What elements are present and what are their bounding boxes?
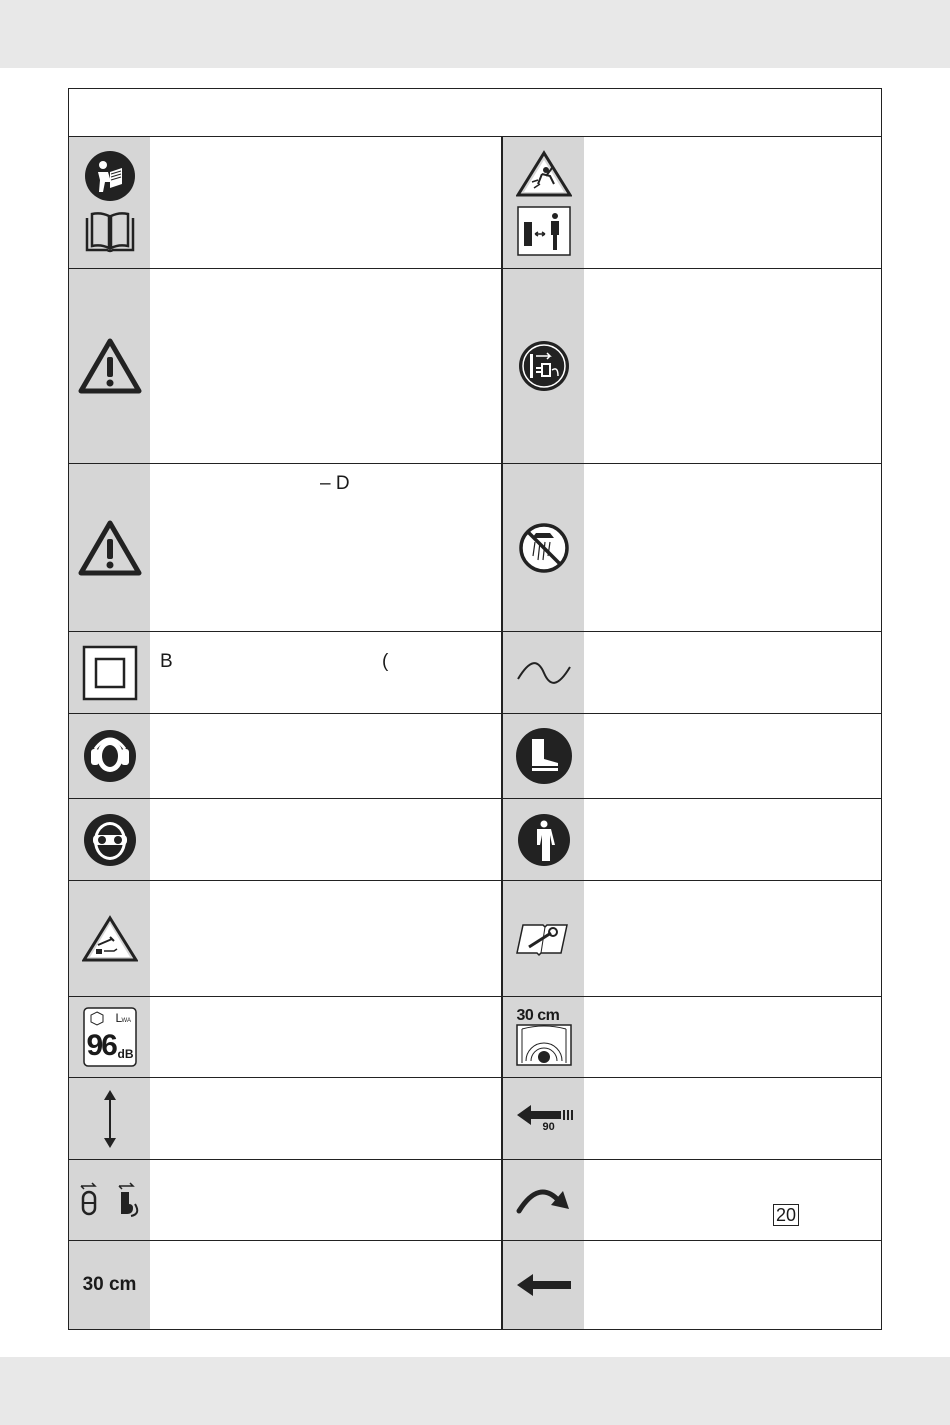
icon-cell	[503, 881, 584, 996]
table-row	[69, 1078, 881, 1160]
description-cell	[584, 137, 881, 268]
eye-protection-icon	[83, 813, 137, 867]
icon-cell	[69, 632, 150, 713]
description-cell	[150, 464, 502, 631]
icon-cell	[69, 714, 150, 798]
icon-cell	[503, 464, 584, 631]
page-bottom-band	[0, 1357, 950, 1425]
icon-cell	[503, 997, 584, 1077]
keep-distance-icon	[517, 206, 571, 256]
description-cell	[150, 1078, 502, 1159]
description-cell	[150, 881, 502, 996]
sound-level-value: 96	[86, 1029, 116, 1062]
table-row	[69, 1160, 881, 1241]
icon-cell	[503, 137, 584, 268]
description-cell	[584, 464, 881, 631]
safety-boots-icon	[515, 727, 573, 785]
icon-cell	[69, 881, 150, 996]
cutting-width-text-icon: 30 cm	[82, 1274, 137, 1295]
icon-cell	[69, 997, 150, 1077]
description-cell	[584, 1241, 881, 1329]
alternating-current-icon	[516, 661, 572, 685]
safety-symbols-table	[68, 88, 882, 1330]
angle-90-arrow-icon	[515, 1101, 573, 1137]
icon-cell	[503, 714, 584, 798]
icon-cell	[503, 799, 584, 880]
description-cell	[584, 1160, 881, 1240]
table-row	[69, 881, 881, 997]
protective-clothing-icon	[517, 813, 571, 867]
table-header	[69, 89, 881, 137]
thrown-objects-warning-icon	[516, 150, 572, 198]
disconnect-before-maintenance-icon	[82, 915, 138, 963]
protection-class-ii-icon	[82, 645, 138, 701]
description-cell	[584, 714, 881, 798]
sound-power-level-icon	[83, 1007, 137, 1067]
description-cell	[150, 632, 502, 713]
height-adjust-arrow-icon	[100, 1090, 120, 1148]
description-cell	[584, 997, 881, 1077]
description-cell	[150, 269, 502, 463]
ear-protection-icon	[83, 729, 137, 783]
switch-lock-icon	[77, 1182, 143, 1218]
icon-cell	[503, 1160, 584, 1240]
description-cell	[150, 714, 502, 798]
icon-cell	[69, 137, 150, 268]
rotate-arrow-icon	[515, 1183, 573, 1217]
warning-triangle-icon	[78, 338, 142, 394]
open-book-icon	[83, 210, 137, 256]
description-cell	[584, 881, 881, 996]
description-cell	[150, 137, 502, 268]
left-arrow-icon	[515, 1272, 573, 1298]
description-cell	[150, 997, 502, 1077]
table-row	[69, 269, 881, 464]
sound-level-symbol: L	[115, 1011, 123, 1025]
icon-cell	[69, 1078, 150, 1159]
table-row	[69, 464, 881, 632]
description-text-continued: (	[382, 651, 389, 672]
sound-level-sub: WA	[121, 1018, 131, 1024]
table-row	[69, 137, 881, 269]
figure-reference: 20	[773, 1204, 799, 1226]
description-text: B	[160, 651, 173, 672]
table-row	[69, 632, 881, 714]
icon-cell	[69, 1160, 150, 1240]
icon-cell	[503, 632, 584, 713]
sound-level-unit: dB	[117, 1047, 134, 1061]
description-text: – D	[320, 473, 350, 494]
description-cell	[584, 269, 881, 463]
table-row	[69, 799, 881, 881]
cutting-width-icon	[516, 1007, 572, 1067]
cutting-width-label: 30 cm	[516, 1007, 560, 1024]
description-cell	[584, 799, 881, 880]
description-cell	[150, 1241, 502, 1329]
page-top-band	[0, 0, 950, 68]
description-cell	[150, 799, 502, 880]
table-row	[69, 714, 881, 799]
icon-cell	[69, 464, 150, 631]
icon-cell	[69, 799, 150, 880]
warning-triangle-icon	[78, 520, 142, 576]
maintenance-manual-icon	[515, 921, 573, 957]
description-cell	[584, 1078, 881, 1159]
icon-cell	[503, 269, 584, 463]
description-cell	[584, 632, 881, 713]
table-row	[69, 1241, 881, 1329]
description-cell	[150, 1160, 502, 1240]
read-manual-icon	[84, 150, 136, 202]
icon-cell	[69, 1241, 150, 1329]
icon-cell	[503, 1241, 584, 1329]
table-row	[69, 997, 881, 1078]
icon-cell	[69, 269, 150, 463]
no-rain-icon	[518, 522, 570, 574]
angle-label: 90	[542, 1120, 555, 1133]
icon-cell	[503, 1078, 584, 1159]
unplug-mains-icon	[518, 340, 570, 392]
